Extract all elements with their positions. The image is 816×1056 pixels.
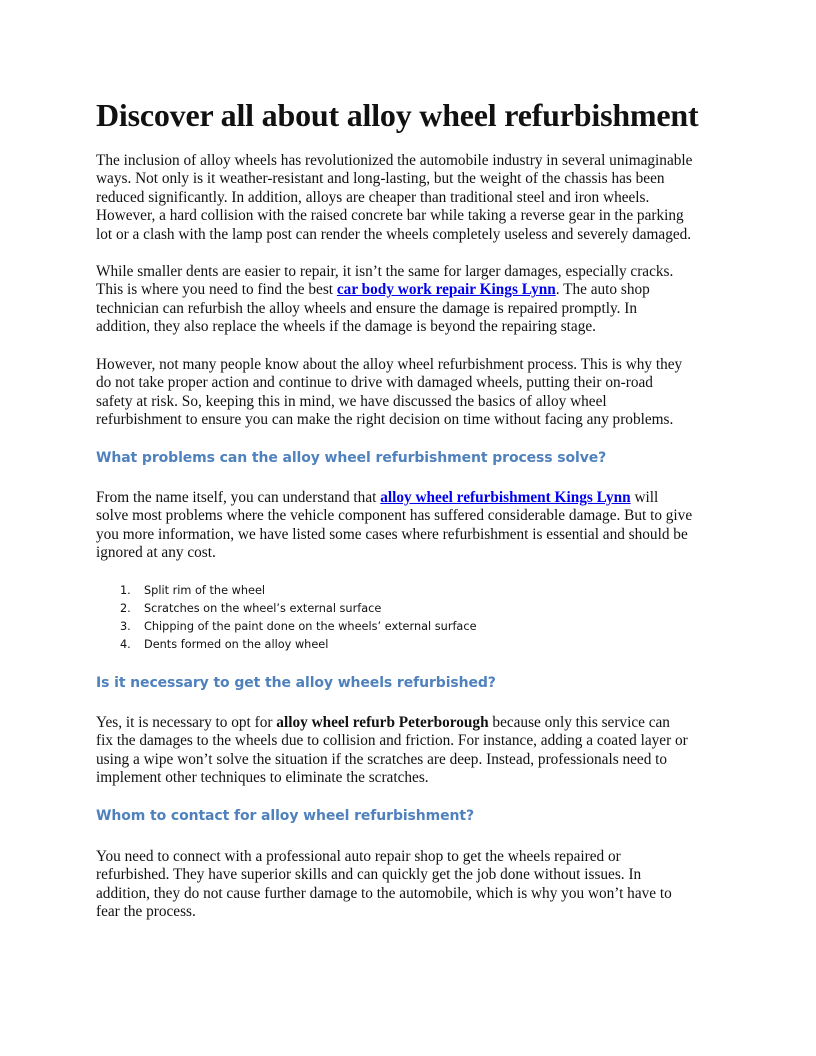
- paragraph-line: However, not many people know about the alloy wheel refurbishment process. This is why they: [96, 356, 683, 373]
- paragraph-line: However, a hard collision with the raised concrete bar while taking a reverse gear in the parking: [96, 207, 684, 225]
- list-item: [96, 618, 477, 636]
- list-item-text: Chipping of the paint done on the wheels’ external surface: [144, 620, 477, 633]
- section-heading-contact: Whom to contact for alloy wheel refurbishment?: [96, 808, 475, 824]
- text-span: Yes, it is necessary to opt for: [96, 714, 277, 731]
- list-number: 3.: [120, 620, 131, 633]
- paragraph-line: fix the damages to the wheels due to collision and friction. For instance, adding a coated layer or: [96, 732, 688, 750]
- process-paragraph: [96, 356, 724, 430]
- text-span: This is where you need to find the best: [96, 281, 337, 299]
- paragraph-line: [96, 714, 724, 732]
- list-item: [96, 600, 477, 618]
- car-body-repair-link[interactable]: car body work repair Kings Lynn: [336, 281, 556, 299]
- list-number: 1.: [120, 584, 131, 597]
- paragraph-line: ways. Not only is it weather-resistant and long-lasting, but the weight of the chassis has been: [96, 170, 665, 188]
- paragraph-line: You need to connect with a professional auto repair shop to get the wheels repaired or: [96, 848, 621, 865]
- text-span: because only this service can: [488, 714, 670, 731]
- list-number: 2.: [120, 602, 131, 615]
- paragraph-line: lot or a clash with the lamp post can render the wheels completely useless and severely damaged.: [96, 225, 692, 243]
- text-span: From the name itself, you can understand that: [96, 489, 381, 506]
- paragraph-line: The inclusion of alloy wheels has revolutionized the automobile industry in several unimaginable: [96, 152, 693, 169]
- paragraph-line: solve most problems where the vehicle component has suffered considerable damage. But to give: [96, 507, 693, 525]
- list-item-text: Scratches on the wheel’s external surface: [144, 602, 382, 615]
- list-item-text: Split rim of the wheel: [144, 584, 266, 597]
- paragraph-line: reduced significantly. In addition, alloys are cheaper than traditional steel and iron wheels.: [96, 188, 650, 206]
- intro-paragraph: [96, 152, 724, 244]
- paragraph-line: addition, they also replace the wheels if the damage is beyond the repairing stage.: [96, 318, 596, 336]
- list-item-text: Dents formed on the alloy wheel: [144, 638, 329, 651]
- contact-paragraph: [96, 848, 724, 922]
- list-number: 4.: [120, 638, 131, 651]
- paragraph-line: [96, 281, 724, 299]
- text-span: will: [630, 489, 659, 506]
- paragraph-line: refurbished. They have superior skills and can quickly get the job done without issues. In: [96, 866, 642, 884]
- paragraph-line: using a wipe won’t solve the situation if the scratches are deep. Instead, professionals need to: [96, 750, 668, 768]
- paragraph-line: ignored at any cost.: [96, 544, 216, 562]
- paragraph-line: implement other techniques to eliminate the scratches.: [96, 769, 429, 787]
- page-title: Discover all about alloy wheel refurbishment: [96, 97, 699, 133]
- text-span: . The auto shop: [555, 281, 650, 299]
- list-item: [96, 636, 477, 654]
- paragraph-line: you more information, we have listed some cases where refurbishment is essential and should be: [96, 525, 688, 543]
- paragraph-line: addition, they do not cause further damage to the automobile, which is why you won’t have to: [96, 884, 672, 902]
- paragraph-line: While smaller dents are easier to repair, it isn’t the same for larger damages, especially cracks.: [96, 263, 674, 280]
- paragraph-line: safety at risk. So, keeping this in mind, we have discussed the basics of alloy wheel: [96, 392, 607, 410]
- section-heading-necessary: Is it necessary to get the alloy wheels refurbished?: [96, 675, 496, 691]
- paragraph-line: technician can refurbish the alloy wheels and ensure the damage is repaired promptly. In: [96, 299, 637, 317]
- problems-paragraph: [96, 489, 724, 563]
- repair-paragraph: [96, 263, 724, 337]
- paragraph-line: do not take proper action and continue to drive with damaged wheels, putting their on-road: [96, 374, 653, 392]
- paragraph-line: fear the process.: [96, 903, 196, 921]
- section-heading-problems: What problems can the alloy wheel refurbishment process solve?: [96, 450, 607, 466]
- problems-list: [96, 582, 477, 654]
- list-item: [96, 582, 477, 600]
- necessary-paragraph: [96, 714, 724, 788]
- alloy-refurbishment-link[interactable]: alloy wheel refurbishment Kings Lynn: [380, 489, 631, 506]
- bold-keyword: alloy wheel refurb Peterborough: [276, 714, 489, 731]
- paragraph-line: [96, 489, 724, 507]
- paragraph-line: refurbishment to ensure you can make the right decision on time without facing any problems.: [96, 411, 674, 429]
